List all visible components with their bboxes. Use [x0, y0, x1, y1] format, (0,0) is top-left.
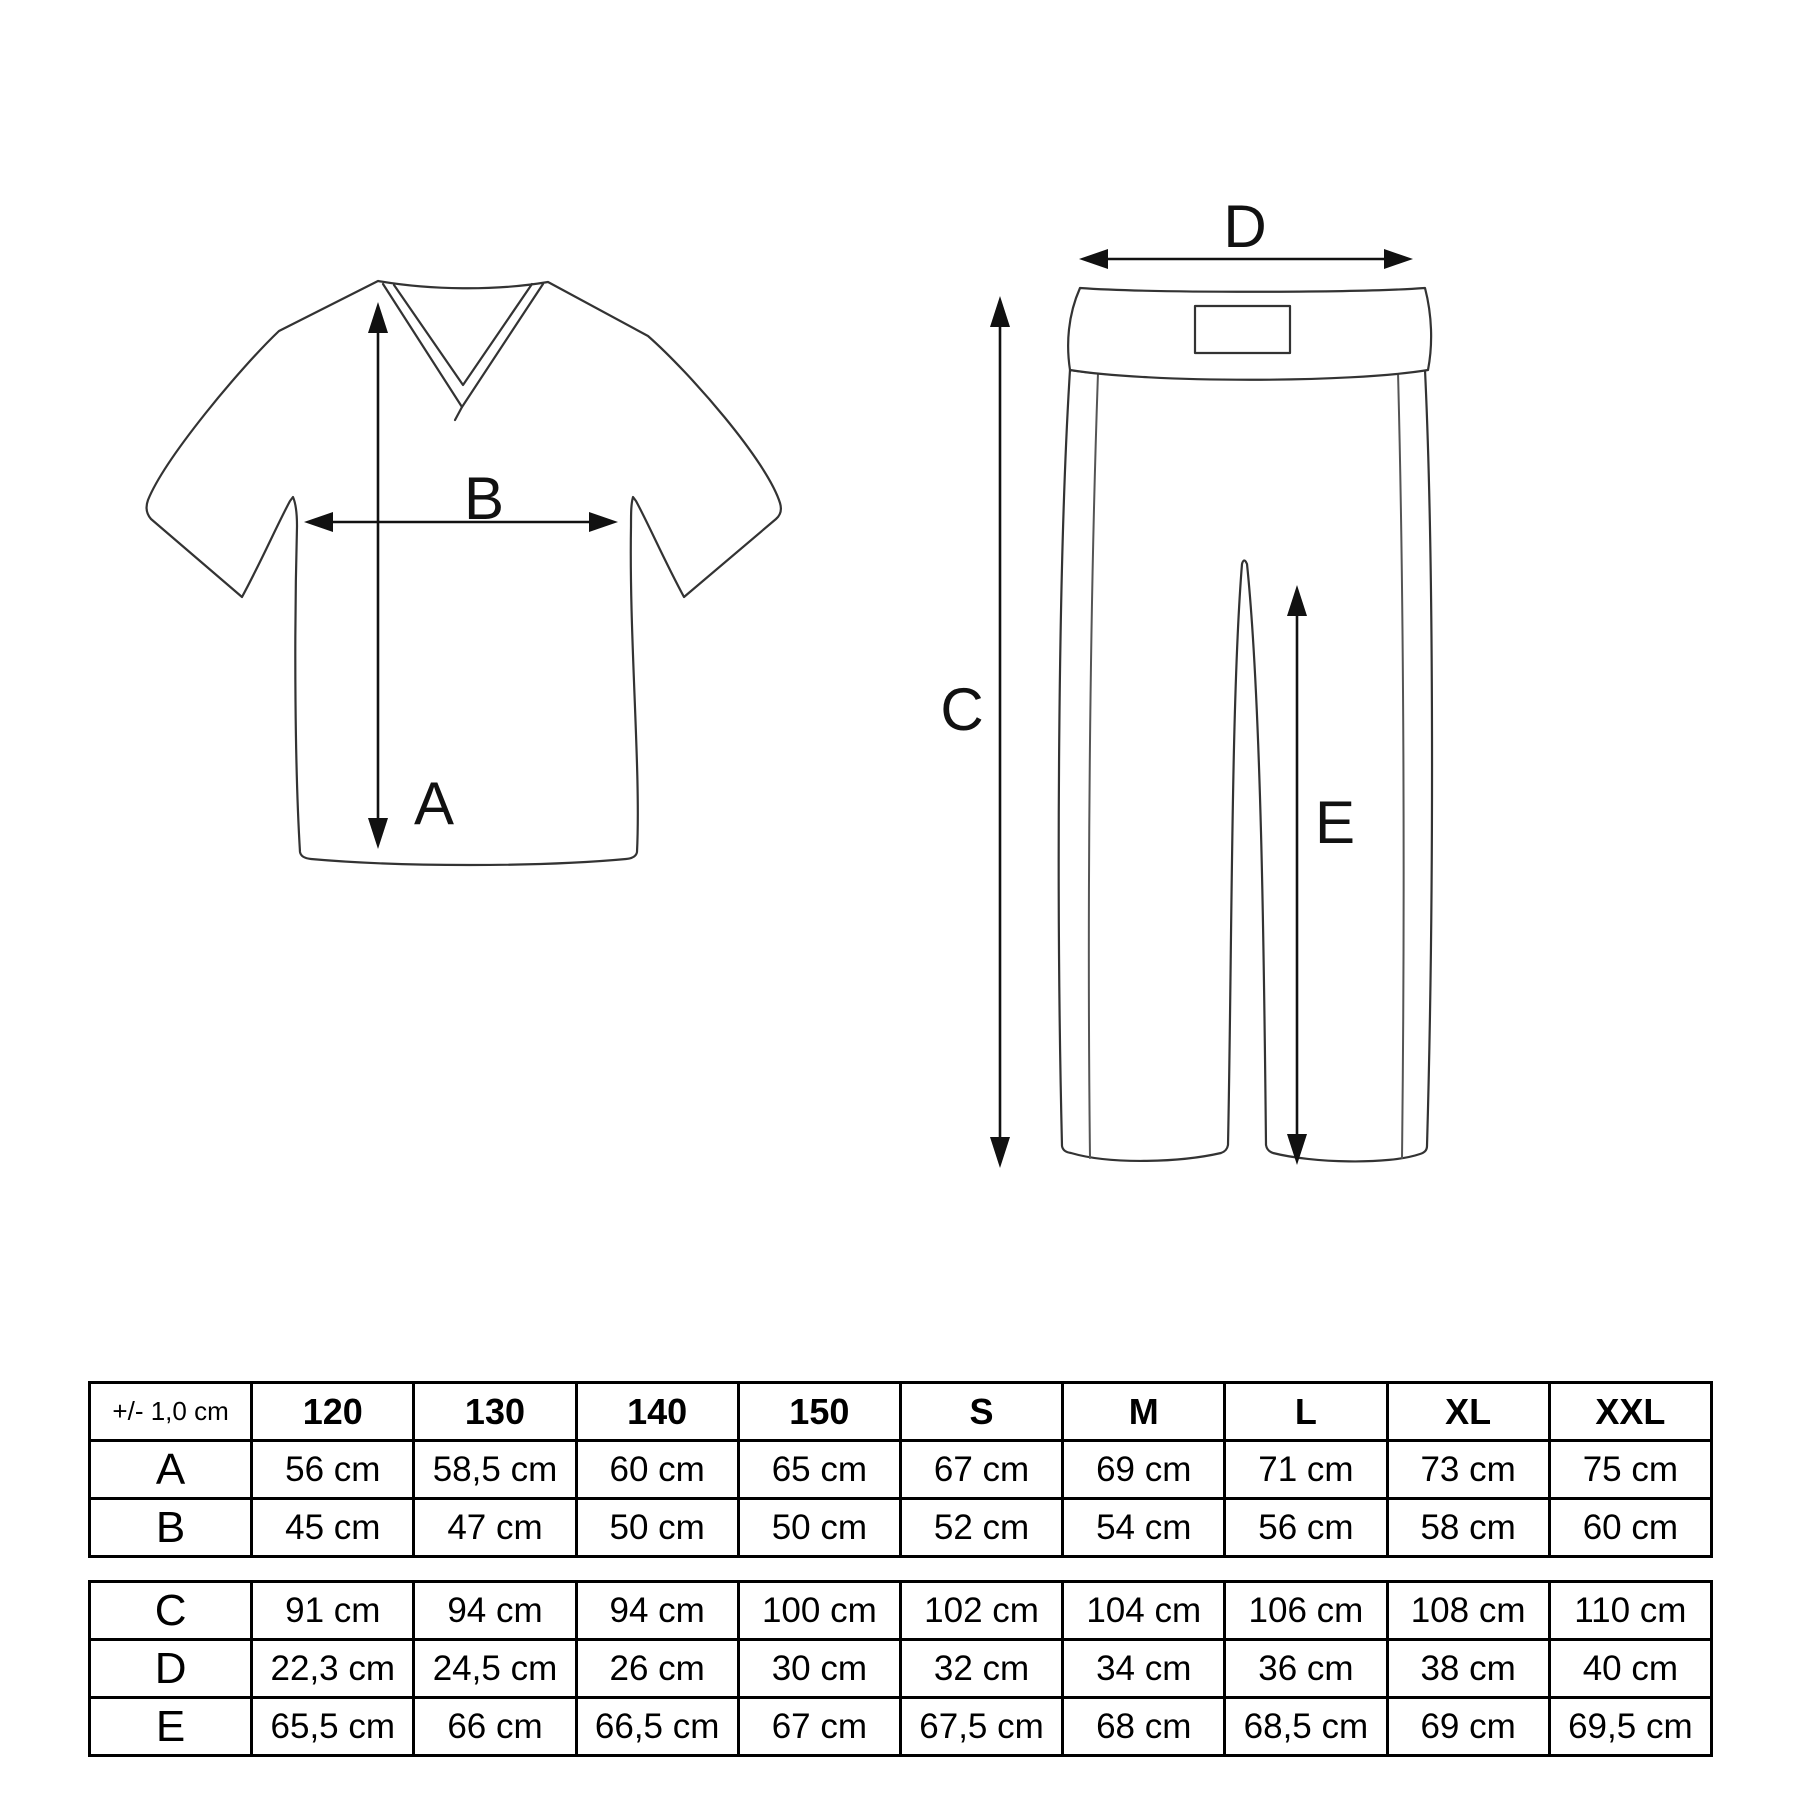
- measurement-cell: 30 cm: [738, 1640, 900, 1698]
- size-header-m: M: [1063, 1383, 1225, 1441]
- measurement-cell: 65 cm: [738, 1441, 900, 1499]
- size-header-l: L: [1225, 1383, 1387, 1441]
- measurement-cell: 69 cm: [1063, 1441, 1225, 1499]
- size-header-xxl: XXL: [1549, 1383, 1711, 1441]
- measure-label-a: A: [413, 770, 455, 837]
- measurement-cell: 94 cm: [576, 1582, 738, 1640]
- measurement-cell: 69,5 cm: [1549, 1698, 1711, 1756]
- pants-drawing: [1059, 288, 1432, 1161]
- measurement-row-a: [90, 1441, 1712, 1499]
- size-header-120: 120: [252, 1383, 414, 1441]
- measurement-cell: 22,3 cm: [252, 1640, 414, 1698]
- shirt-size-table: [88, 1381, 1713, 1558]
- measurement-cell: 102 cm: [900, 1582, 1062, 1640]
- measurement-cell: 38 cm: [1387, 1640, 1549, 1698]
- measurement-cell: 52 cm: [900, 1499, 1062, 1557]
- shirt-outline: [147, 281, 781, 865]
- measurement-cell: 54 cm: [1063, 1499, 1225, 1557]
- measurement-row-e: [90, 1698, 1712, 1756]
- row-label-d: D: [90, 1640, 252, 1698]
- measurement-cell: 110 cm: [1549, 1582, 1711, 1640]
- row-label-b: B: [90, 1499, 252, 1557]
- shirt-drawing: [147, 281, 781, 865]
- measurement-cell: 75 cm: [1549, 1441, 1711, 1499]
- measurement-cell: 50 cm: [738, 1499, 900, 1557]
- measurement-cell: 68 cm: [1063, 1698, 1225, 1756]
- measurement-cell: 32 cm: [900, 1640, 1062, 1698]
- measurement-cell: 58 cm: [1387, 1499, 1549, 1557]
- size-header-150: 150: [738, 1383, 900, 1441]
- measurement-cell: 71 cm: [1225, 1441, 1387, 1499]
- size-header-s: S: [900, 1383, 1062, 1441]
- measurement-cell: 106 cm: [1225, 1582, 1387, 1640]
- measurement-cell: 36 cm: [1225, 1640, 1387, 1698]
- measurement-cell: 65,5 cm: [252, 1698, 414, 1756]
- measurement-cell: 100 cm: [738, 1582, 900, 1640]
- measurement-cell: 47 cm: [414, 1499, 576, 1557]
- row-label-c: C: [90, 1582, 252, 1640]
- measurement-cell: 69 cm: [1387, 1698, 1549, 1756]
- measurement-cell: 56 cm: [252, 1441, 414, 1499]
- size-header-130: 130: [414, 1383, 576, 1441]
- measurement-cell: 50 cm: [576, 1499, 738, 1557]
- measurement-cell: 67 cm: [738, 1698, 900, 1756]
- measurement-cell: 94 cm: [414, 1582, 576, 1640]
- measurement-cell: 66,5 cm: [576, 1698, 738, 1756]
- row-label-a: A: [90, 1441, 252, 1499]
- measurement-row-d: [90, 1640, 1712, 1698]
- pants-size-table: [88, 1580, 1713, 1757]
- tolerance-label: +/- 1,0 cm: [90, 1383, 252, 1441]
- size-tables: [88, 1381, 1713, 1757]
- measurement-cell: 67 cm: [900, 1441, 1062, 1499]
- size-header-140: 140: [576, 1383, 738, 1441]
- measure-label-d: D: [1223, 193, 1267, 260]
- size-header-row: [90, 1383, 1712, 1441]
- size-header-xl: XL: [1387, 1383, 1549, 1441]
- measurement-cell: 60 cm: [1549, 1499, 1711, 1557]
- measurement-cell: 58,5 cm: [414, 1441, 576, 1499]
- measure-label-e: E: [1314, 789, 1356, 856]
- measure-label-c: C: [940, 676, 984, 743]
- measurement-row-c: [90, 1582, 1712, 1640]
- measure-arrow-c: [990, 296, 1010, 1168]
- measurement-cell: 60 cm: [576, 1441, 738, 1499]
- measurement-cell: 108 cm: [1387, 1582, 1549, 1640]
- measurement-cell: 68,5 cm: [1225, 1698, 1387, 1756]
- measurement-cell: 73 cm: [1387, 1441, 1549, 1499]
- measurement-cell: 40 cm: [1549, 1640, 1711, 1698]
- measurement-cell: 67,5 cm: [900, 1698, 1062, 1756]
- measure-label-b: B: [463, 465, 505, 532]
- measurement-cell: 45 cm: [252, 1499, 414, 1557]
- measurement-row-b: [90, 1499, 1712, 1557]
- measurement-cell: 66 cm: [414, 1698, 576, 1756]
- row-label-e: E: [90, 1698, 252, 1756]
- measurement-cell: 56 cm: [1225, 1499, 1387, 1557]
- measurement-cell: 24,5 cm: [414, 1640, 576, 1698]
- measurement-cell: 26 cm: [576, 1640, 738, 1698]
- measurement-cell: 91 cm: [252, 1582, 414, 1640]
- pants-legs-outline: [1059, 370, 1432, 1161]
- measurement-cell: 104 cm: [1063, 1582, 1225, 1640]
- measurement-cell: 34 cm: [1063, 1640, 1225, 1698]
- pants-waistband: [1068, 288, 1431, 380]
